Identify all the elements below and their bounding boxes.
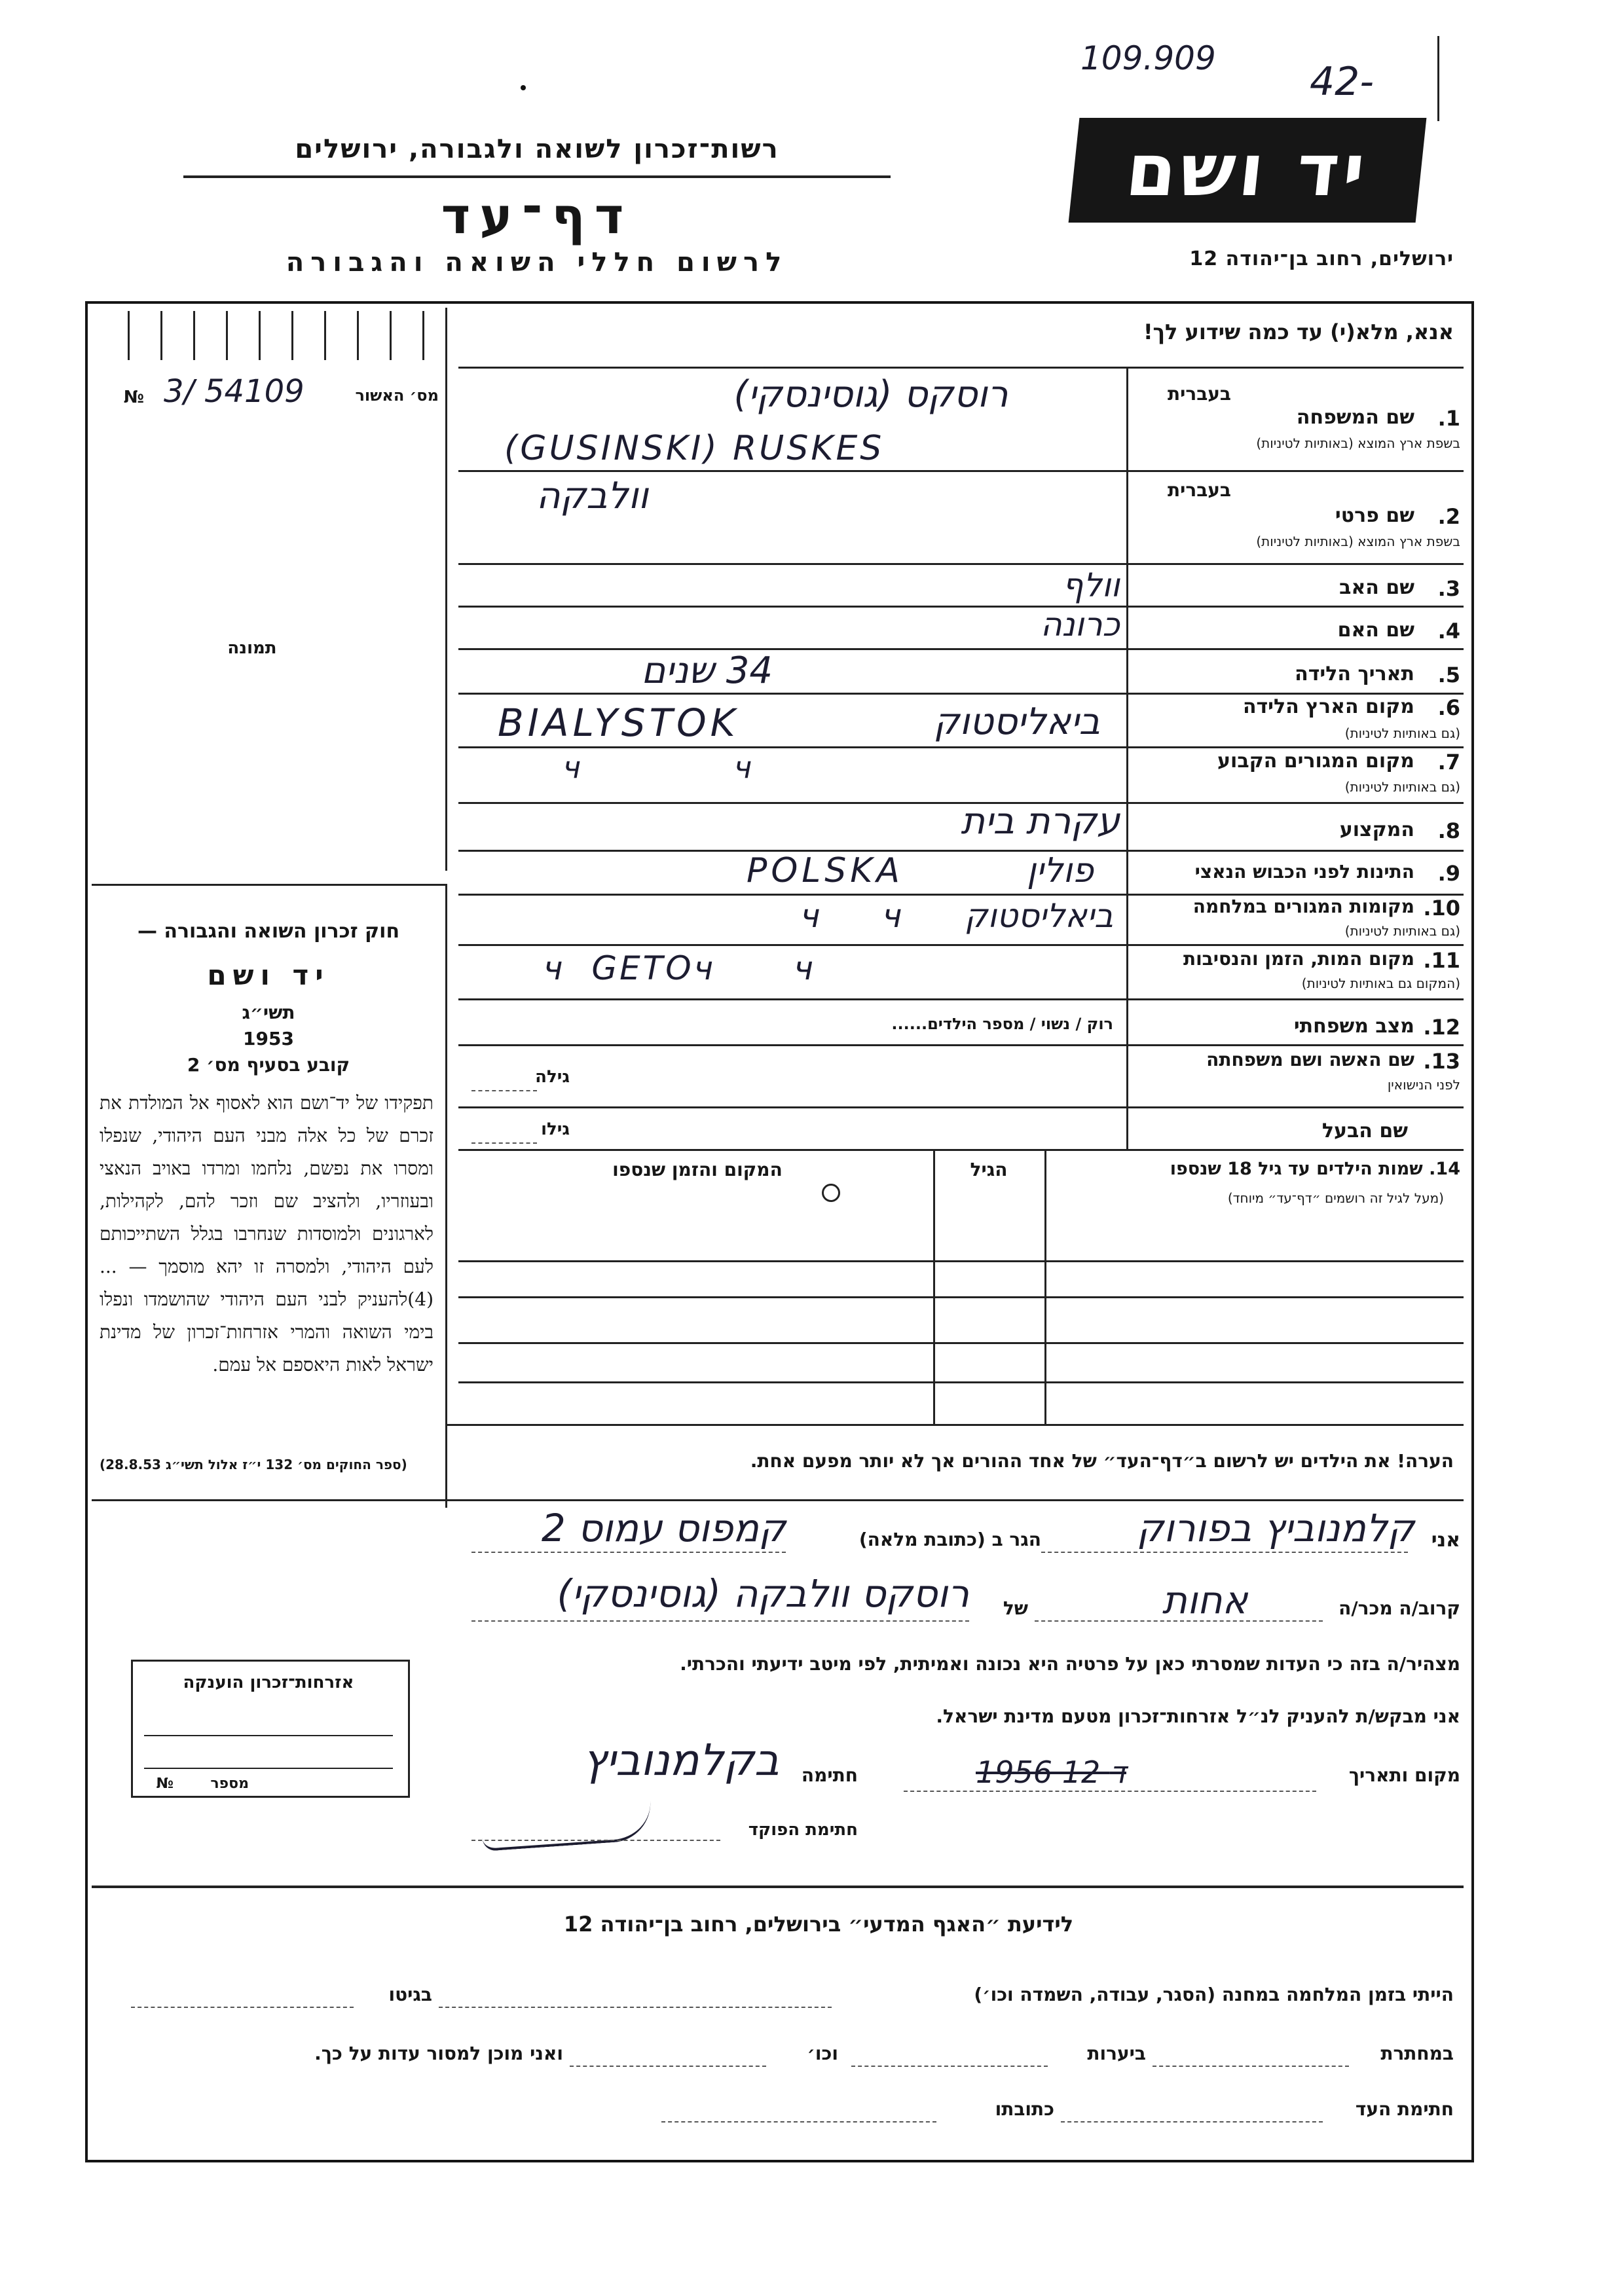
yad-vashem-logo: [1069, 118, 1427, 223]
field-6-value-hebrew: ביאליסטוק: [933, 701, 1100, 743]
field-7-num: 7.: [1437, 750, 1460, 774]
date-line: [904, 1791, 1316, 1792]
decl-line2-name: רוסקס וולבקה (גוסינסקי): [557, 1571, 969, 1616]
field-2-hebrew-value: וולבקה: [536, 475, 648, 517]
statute-body: תפקידו של יד־ושם הוא לאסוף אל המולדת את זכרם של כל אלה מבני העם היהודי, שנפלו ומסרו את נפשם, נלחמו ומרדו באויב הנאצי ובעוזריו, ולהציב שם וזכר להם, לקהילות, לארגונים ולמוסדות שנחרבו בגלל השתייכותם לעם היהודי, ולמסרה זו יהא מוסמך — ...(4)להעניק לבני העם היהודי שהושמדו ונפלו בימי השואה והמרי אזרחות־זכרון של מדינת ישראל לאות היאספם אל עמם.: [100, 1092, 434, 1376]
field-8-num: 8.: [1437, 818, 1460, 843]
decl-line1-hand: קלמנוביץ בפורוק: [1136, 1506, 1414, 1550]
field-12-label: מצב משפחתי: [1293, 1015, 1414, 1038]
field-1-num: 1.: [1437, 406, 1460, 431]
decl-line3: מצהיר/ה בזה כי העדות שמסרתי כאן על פרטיה היא נכונה ואמיתית, לפי מיטב ידיעתי והכרתי.: [680, 1653, 1460, 1675]
field-4-num: 4.: [1437, 619, 1460, 644]
decl-line2-rel: אחות: [1162, 1578, 1248, 1622]
signature-value: בקלמנוביץ: [582, 1735, 779, 1785]
field-3-value: וולף: [1062, 566, 1120, 604]
footer-divider: [92, 1886, 1464, 1888]
decl-line2-dash-a: [1035, 1620, 1323, 1622]
field-1-hebrew-value: רוסקס (גוסינסקי): [733, 373, 1008, 416]
statute-source: (ספר החוקים מס׳ 132 י״ז אלול תשי״ג 28.8.53): [100, 1457, 407, 1472]
field-11-label: מקום המות, הזמן והנסיבות: [1183, 948, 1414, 970]
field-10-value: ביאליסטוק ч ч: [801, 897, 1113, 935]
field-1-latin-value: (GUSINSKI) RUSKES: [504, 429, 885, 468]
field-5-value: 34 שנים: [641, 649, 773, 692]
husband-age-label: גילו: [541, 1120, 570, 1139]
footer-line3-dash-a: [1061, 2121, 1323, 2123]
statute-title: חוק זכרון השואה והגבורה —: [137, 920, 400, 943]
children-stamp-mark: [822, 1184, 840, 1202]
authority-line: רשות־זכרון לשואה ולגבורה, ירושלים: [295, 134, 779, 164]
field-12-value: רוק / נשוי / מספר הילדים......: [891, 1015, 1113, 1033]
field-10-label: מקומות המגורים במלחמה: [1192, 896, 1414, 917]
confirmation-no-mark: №: [123, 388, 144, 407]
field-3-num: 3.: [1437, 576, 1460, 601]
logo-text: יד ושם: [1122, 128, 1373, 212]
children-col-place: המקום והזמן שנספו: [612, 1159, 783, 1180]
field-13-divider: [458, 1106, 1464, 1108]
footer-line2-b: ביערות: [1087, 2043, 1146, 2064]
field-2-num: 2.: [1437, 504, 1460, 529]
field-12-num: 12.: [1423, 1015, 1460, 1040]
date-value: 1956 12 ד: [976, 1755, 1126, 1790]
field-7-sub: (גם באותיות לטיניות): [1344, 779, 1460, 795]
field-9-value-hebrew: פולין: [1027, 851, 1094, 890]
field-3-label: שם האב: [1339, 576, 1414, 599]
field-2-divider: [458, 563, 1464, 565]
field-8-value: עקרת בית: [961, 800, 1120, 843]
corner-mark: [1437, 36, 1439, 121]
field-1-lang-hebrew: בעברית: [1167, 383, 1231, 405]
decl-line1-dash-a: [1041, 1552, 1408, 1553]
field-11-sub: (המקום גם באותיות לטיניות): [1301, 975, 1460, 991]
signature-label: חתימה: [801, 1764, 858, 1786]
footer-line2-dash-c: [570, 2066, 766, 2067]
field-9-value-latin: POLSKA: [747, 851, 904, 890]
children-col-age: הגיל: [970, 1159, 1008, 1180]
field-13-sub: לפני הנישואין: [1387, 1077, 1460, 1093]
field-2-lang-hebrew: בעברית: [1167, 479, 1231, 501]
statute-year: 1953: [243, 1028, 294, 1049]
field-2-label: שם פרטי: [1335, 504, 1414, 527]
field-6-value-latin: BIALYSTOK: [498, 701, 739, 745]
field-3-divider: [458, 606, 1464, 608]
footer-line2-dash-a: [1153, 2066, 1349, 2067]
husband-divider: [458, 1149, 1464, 1151]
certificate-title: אזרחות־זכרון הוענקה: [183, 1673, 354, 1692]
field-6-label: מקום הארץ הלידה: [1242, 695, 1414, 718]
field-10-num: 10.: [1423, 896, 1460, 920]
field-1-label: שם המשפחה: [1296, 406, 1414, 429]
decl-line2-dash-b: [471, 1620, 969, 1622]
photo-label: תמונה: [227, 638, 277, 658]
children-row-1: [458, 1260, 1464, 1262]
children-row-4: [458, 1381, 1464, 1383]
field-6-sub: (גם באותיות לטיניות): [1344, 725, 1460, 741]
footer-line1-dash-b: [131, 2007, 354, 2008]
field-9-label: התינות לפני הכבוש הנאצי: [1194, 861, 1414, 883]
footer-line2-c: וכו׳: [807, 2043, 838, 2064]
form-subtitle: לרשום חללי השואה והגבורה: [286, 247, 788, 278]
instructions-divider: [458, 367, 1464, 369]
confirmation-label: מס׳ האשור: [355, 386, 439, 405]
archive-number: 109.909: [1080, 39, 1216, 77]
footer-title: לידיעת ״האגף המדעי״ בירושלים, רחוב בן־יהודה 12: [563, 1912, 1074, 1937]
decl-line1-dash-b: [471, 1552, 786, 1553]
footer-line3-a: חתימת העד: [1355, 2098, 1454, 2120]
footer-line1-b: בגיטו: [388, 1984, 432, 2005]
field-2-sub: בשפת ארץ המוצא (באותיות לטיניות): [1256, 534, 1460, 549]
field-13-age-line: [471, 1090, 537, 1091]
footer-line3-b: כתובתו: [995, 2098, 1054, 2120]
authority-underline: [183, 175, 891, 178]
field-5-num: 5.: [1437, 663, 1460, 687]
header-address: ירושלים, רחוב בן־יהודה 12: [1189, 247, 1454, 270]
note-divider: [92, 1499, 1464, 1501]
decl-line1-addr: קמפוס עמוס 2: [541, 1506, 786, 1550]
ink-dot: [521, 85, 526, 90]
certificate-number-label: מספר: [210, 1776, 249, 1792]
children-table-label: 14. שמות הילדים עד גיל 18 שנספו: [1170, 1159, 1460, 1179]
field-10-divider: [458, 944, 1464, 946]
field-1-sub: בשפת ארץ המוצא (באותיות לטיניות): [1256, 435, 1460, 451]
certificate-no-mark: №: [156, 1776, 174, 1792]
children-row-3: [458, 1342, 1464, 1344]
confirmation-number: 3/ 54109: [164, 373, 304, 410]
decl-line4: אני מבקש/ת להעניק לנ״ל אזרחות־זכרון מטעם מדינת ישראל.: [936, 1705, 1460, 1727]
field-5-divider: [458, 693, 1464, 695]
field-8-label: המקצוע: [1339, 818, 1414, 841]
certificate-line-2: [144, 1768, 393, 1769]
footer-line2-d: ואני מוכן למסור עדות על כך.: [314, 2043, 563, 2064]
certificate-line-1: [144, 1735, 393, 1736]
field-13-age-label: גילה: [535, 1067, 570, 1087]
husband-age-line: [471, 1142, 537, 1144]
field-7-label: מקום המגורים הקבוע: [1217, 750, 1414, 773]
statute-clause: קובע בסעיף מס׳ 2: [187, 1054, 350, 1076]
field-11-value: ч GETOч ч: [544, 949, 817, 987]
field-4-label: שם האם: [1337, 619, 1414, 642]
footer-line1-dash-a: [439, 2007, 832, 2008]
decl-line1-mid: הגר ב (כתובת מלאה): [858, 1529, 1041, 1550]
field-13-label: שם האשה ושם משפחתה: [1206, 1049, 1414, 1070]
footer-line1-a: הייתי בזמן המלחמה במחנה (הסגר, עבודה, השמדה וכו׳): [974, 1984, 1454, 2005]
field-7-value: ч ч: [563, 750, 752, 785]
field-11-num: 11.: [1423, 948, 1460, 973]
field-4-value: כרונה: [1041, 606, 1120, 644]
children-row-2: [458, 1296, 1464, 1298]
field-11-divider: [458, 998, 1464, 1000]
field-6-divider: [458, 746, 1464, 748]
decl-line2-label: קרוב/ה מכר/ה: [1338, 1597, 1460, 1619]
children-table-sub: (מעל לגיל זה רושמים ״דף־עד״ מיוחד): [1227, 1190, 1444, 1206]
note: הערה! את הילדים יש לרשום ב״דף־העד״ של אחד ההורים אך לא יותר מפעם אחת.: [750, 1450, 1454, 1472]
footer-line2-dash-b: [851, 2066, 1048, 2067]
decl-line2-of: של: [1003, 1597, 1028, 1619]
officer-line: [471, 1840, 720, 1841]
children-table-bottom: [445, 1424, 1464, 1426]
field-13-num: 13.: [1423, 1049, 1460, 1074]
instructions: אנא, מלא(י) עד כמה שידוע לך!: [1143, 319, 1454, 344]
footer-line3-dash-b: [661, 2121, 936, 2123]
husband-name-label: שם הבעל: [1321, 1120, 1408, 1142]
label-column-divider: [1126, 367, 1128, 1149]
field-9-num: 9.: [1437, 861, 1460, 886]
footer-line2-a: במחתרת: [1380, 2043, 1454, 2064]
reference-code: 42-: [1310, 59, 1374, 105]
field-12-divider: [458, 1044, 1464, 1046]
statute-name: יד ושם: [207, 959, 330, 991]
officer-label: חתימת הפוקד: [748, 1820, 858, 1840]
field-6-num: 6.: [1437, 695, 1460, 720]
field-10-sub: (גם באותיות לטיניות): [1344, 923, 1460, 939]
place-date-label: מקום ותאריך: [1348, 1764, 1460, 1786]
form-title: דף־עד: [441, 187, 633, 245]
field-1-divider: [458, 470, 1464, 472]
field-5-label: תאריך הלידה: [1295, 663, 1414, 685]
decl-line1-label: אני: [1431, 1529, 1460, 1552]
statute-year-heb: תשי״ג: [242, 1002, 295, 1023]
